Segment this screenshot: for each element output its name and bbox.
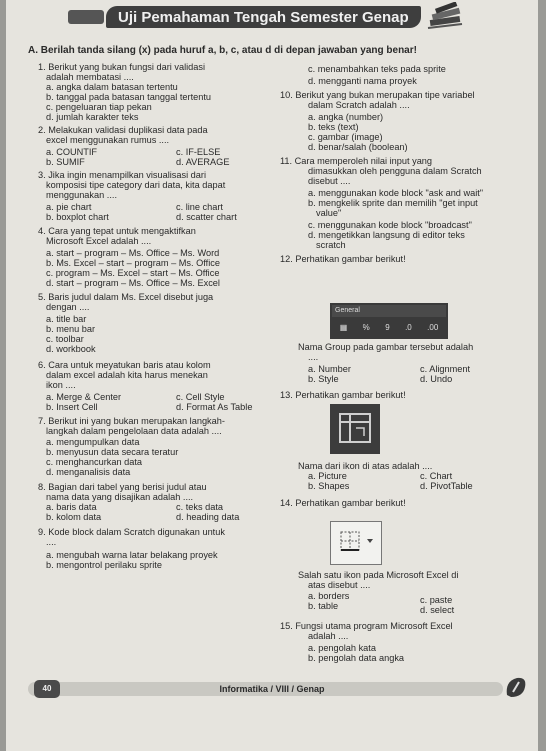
question-line-left: d. jumlah karakter teks	[46, 112, 139, 122]
question-line-left: 3. Jika ingin menampilkan visualisasi dari	[38, 170, 207, 180]
question-line-left: c. IF-ELSE	[176, 147, 221, 157]
question-line-left: nama data yang disajikan adalah ....	[46, 492, 194, 502]
pivottable-icon	[330, 404, 380, 454]
question-line-left: b. menyusun data secara teratur	[46, 447, 179, 457]
borders-icon	[330, 521, 382, 565]
question-line-left: b. Insert Cell	[46, 402, 98, 412]
question-line-right: adalah ....	[308, 631, 349, 641]
question-line-right: scratch	[316, 240, 346, 250]
question-line-left: ....	[46, 537, 57, 547]
question-line-right: ....	[308, 352, 319, 362]
question-line-right: Salah satu ikon pada Microsoft Excel di	[298, 570, 459, 580]
currency-icon: ▦	[339, 322, 348, 332]
question-line-right: b. Shapes	[308, 481, 350, 491]
question-line-right: b. mengkelik sprite dan memilih "get input	[308, 198, 478, 208]
question-line-right: dimasukkan oleh pengguna dalam Scratch	[308, 166, 482, 176]
question-line-left: dalam excel adalah kita harus menekan	[46, 370, 208, 380]
question-line-right: d. mengetikkan langsung di editor teks	[308, 230, 465, 240]
question-line-right: dalam Scratch adalah ....	[308, 100, 410, 110]
question-line-left: a. title bar	[46, 314, 87, 324]
question-line-left: d. menganalisis data	[46, 467, 131, 477]
question-line-right: a. Number	[308, 364, 351, 374]
question-line-right: c. Alignment	[420, 364, 471, 374]
question-line-left: 4. Cara yang tepat untuk mengaktifkan	[38, 226, 196, 236]
question-line-right: 11. Cara memperoleh nilai input yang	[280, 156, 433, 166]
question-line-right: c. gambar (image)	[308, 132, 383, 142]
question-line-right: d. mengganti nama proyek	[308, 76, 417, 86]
question-line-right: b. teks (text)	[308, 122, 359, 132]
increase-decimal-icon: .0	[405, 322, 412, 332]
number-format-toolbar	[332, 321, 446, 335]
question-line-left: d. Format As Table	[176, 402, 253, 412]
question-line-left: d. scatter chart	[176, 212, 237, 222]
question-line-left: a. start – program – Ms. Office – Ms. Word	[46, 248, 220, 258]
question-line-left: menggunakan ....	[46, 190, 117, 200]
question-line-left: langkah dalam pengelolaan data adalah ....	[46, 426, 222, 436]
question-line-left: adalah membatasi ....	[46, 72, 134, 82]
question-line-right: d. Undo	[420, 374, 453, 384]
title-banner	[106, 6, 421, 28]
question-line-left: b. kolom data	[46, 512, 102, 522]
question-line-right: b. pengolah data angka	[308, 653, 405, 663]
question-line-right: a. menggunakan kode block "ask and wait"	[308, 188, 484, 198]
question-line-left: c. teks data	[176, 502, 223, 512]
question-line-left: 8. Bagian dari tabel yang berisi judul atau	[38, 482, 207, 492]
instruction-text: A. Berilah tanda silang (x) pada huruf a, b, c, atau d di depan jawaban yang benar!	[28, 45, 417, 56]
question-line-right: disebut ....	[308, 176, 351, 186]
question-line-left: b. Ms. Excel – start – program – Ms. Office	[46, 258, 220, 268]
footer-text: Informatika / VIII / Genap	[219, 684, 325, 694]
question-line-right: c. paste	[420, 595, 453, 605]
question-line-right: 15. Fungsi utama program Microsoft Excel	[280, 621, 453, 631]
question-line-left: Microsoft Excel adalah ....	[46, 236, 152, 246]
question-line-left: komposisi tipe category dari data, kita dapat	[46, 180, 226, 190]
question-line-right: value"	[316, 208, 342, 218]
question-line-left: b. mengontrol perilaku sprite	[46, 560, 162, 570]
question-line-right: a. borders	[308, 591, 350, 601]
comma-icon: 9	[385, 322, 390, 332]
question-line-left: a. mengumpulkan data	[46, 437, 140, 447]
question-line-right: a. pengolah kata	[308, 643, 376, 653]
question-line-left: b. tanggal pada batasan tanggal tertentu	[46, 92, 211, 102]
question-line-left: 5. Baris judul dalam Ms. Excel disebut juga	[38, 292, 214, 302]
banner-decoration	[68, 10, 104, 24]
question-line-right: a. Picture	[308, 471, 347, 481]
question-line-left: 9. Kode block dalam Scratch digunakan untuk	[38, 527, 225, 537]
question-line-right: atas disebut ....	[308, 580, 371, 590]
question-line-left: c. toolbar	[46, 334, 84, 344]
question-line-right: c. Chart	[420, 471, 453, 481]
percent-icon: %	[362, 322, 370, 332]
question-line-right: d. benar/salah (boolean)	[308, 142, 408, 152]
question-line-right: 10. Berikut yang bukan merupakan tipe variabel	[280, 90, 475, 100]
question-line-right: Nama Group pada gambar tersebut adalah	[298, 342, 474, 352]
question-line-left: d. heading data	[176, 512, 240, 522]
question-line-left: c. menghancurkan data	[46, 457, 143, 467]
question-line-right: b. table	[308, 601, 339, 611]
question-line-left: c. program – Ms. Excel – start – Ms. Office	[46, 268, 220, 278]
question-line-left: a. baris data	[46, 502, 97, 512]
page-title: Uji Pemahaman Tengah Semester Genap	[118, 9, 409, 26]
publisher-logo-icon	[503, 675, 529, 699]
question-line-left: d. workbook	[46, 344, 96, 354]
number-group-figure	[330, 303, 448, 339]
question-line-right: 13. Perhatikan gambar berikut!	[280, 390, 406, 400]
question-line-left: dengan ....	[46, 302, 90, 312]
question-line-left: b. SUMIF	[46, 157, 85, 167]
question-line-right: d. PivotTable	[420, 481, 473, 491]
question-line-left: excel menggunakan rumus ....	[46, 135, 170, 145]
number-format-box: General	[332, 305, 446, 317]
books-icon	[426, 2, 466, 32]
question-line-left: 7. Berikut ini yang bukan merupakan langkah-	[38, 416, 225, 426]
question-line-left: a. COUNTIF	[46, 147, 98, 157]
question-line-right: c. menggunakan kode block "broadcast"	[308, 220, 472, 230]
page-number: 40	[34, 680, 60, 698]
question-line-right: c. menambahkan teks pada sprite	[308, 64, 446, 74]
question-line-left: 1. Berikut yang bukan fungsi dari validasi	[38, 62, 206, 72]
question-line-left: 2. Melakukan validasi duplikasi data pada	[38, 125, 208, 135]
question-line-right: a. angka (number)	[308, 112, 384, 122]
question-line-left: c. pengeluaran tiap pekan	[46, 102, 152, 112]
question-line-right: 14. Perhatikan gambar berikut!	[280, 498, 406, 508]
question-line-left: a. angka dalam batasan tertentu	[46, 82, 178, 92]
question-line-right: d. select	[420, 605, 455, 615]
question-line-left: a. pie chart	[46, 202, 92, 212]
question-line-left: 6. Cara untuk meyatukan baris atau kolom	[38, 360, 211, 370]
question-line-left: a. mengubah warna latar belakang proyek	[46, 550, 218, 560]
question-line-left: d. start – program – Ms. Office – Ms. Excel	[46, 278, 220, 288]
question-line-right: b. Style	[308, 374, 339, 384]
question-line-left: d. AVERAGE	[176, 157, 230, 167]
question-line-right: 12. Perhatikan gambar berikut!	[280, 254, 406, 264]
question-line-right: Nama dari ikon di atas adalah ....	[298, 461, 433, 471]
question-line-left: b. boxplot chart	[46, 212, 109, 222]
worksheet-page	[6, 0, 538, 751]
question-line-left: c. line chart	[176, 202, 223, 212]
question-line-left: b. menu bar	[46, 324, 96, 334]
question-line-left: a. Merge & Center	[46, 392, 122, 402]
decrease-decimal-icon: .00	[427, 322, 439, 332]
question-line-left: ikon ....	[46, 380, 76, 390]
question-line-left: c. Cell Style	[176, 392, 225, 402]
